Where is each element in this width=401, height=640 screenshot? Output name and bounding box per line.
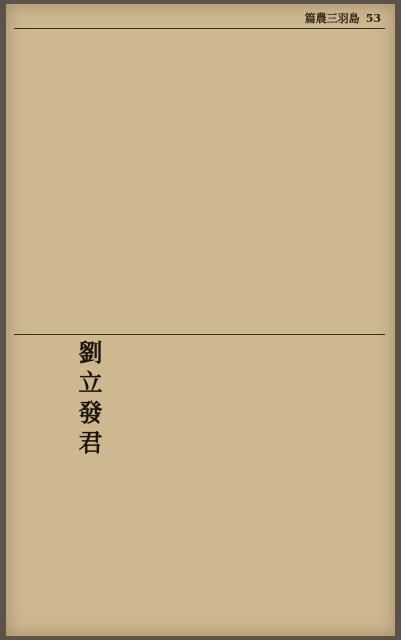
text-column	[240, 340, 253, 626]
page-number: 53	[365, 11, 381, 25]
text-column	[64, 34, 77, 330]
text-column	[272, 340, 285, 626]
text-column	[352, 340, 365, 626]
text-column	[27, 340, 40, 626]
text-column	[336, 34, 349, 330]
text-column	[192, 34, 205, 330]
running-head-title: 篇農三羽島	[304, 12, 360, 25]
header-rule	[14, 28, 385, 29]
text-column	[304, 340, 317, 626]
text-column	[128, 340, 141, 626]
running-head	[305, 10, 381, 26]
section-divider	[14, 334, 385, 335]
text-column	[224, 340, 237, 626]
text-column	[224, 34, 237, 330]
text-column	[208, 34, 221, 330]
profile-name-heading: 劉立發君	[74, 340, 103, 460]
text-column	[240, 34, 253, 330]
text-column	[128, 34, 141, 330]
text-column	[80, 34, 93, 330]
text-column	[112, 340, 125, 626]
text-column	[192, 340, 205, 626]
profile-section	[14, 340, 106, 626]
text-column	[160, 34, 173, 330]
text-column	[43, 340, 56, 626]
text-column	[304, 34, 317, 330]
text-column	[288, 34, 301, 330]
text-column	[48, 34, 61, 330]
text-column	[160, 340, 173, 626]
profile-text	[27, 340, 72, 626]
text-column	[32, 34, 45, 330]
text-column	[368, 340, 381, 626]
lower-text-block	[110, 340, 381, 626]
text-column	[112, 34, 125, 330]
text-column	[336, 340, 349, 626]
upper-text-block	[20, 34, 381, 330]
document-page	[6, 4, 395, 636]
text-column	[368, 34, 381, 330]
text-column	[208, 340, 221, 626]
text-column	[272, 34, 285, 330]
text-column	[176, 340, 189, 626]
text-column	[320, 340, 333, 626]
text-column	[96, 34, 109, 330]
text-column	[144, 34, 157, 330]
text-column	[176, 34, 189, 330]
text-column	[256, 34, 269, 330]
text-column	[144, 340, 157, 626]
text-column	[352, 34, 365, 330]
text-column	[288, 340, 301, 626]
text-column	[256, 340, 269, 626]
text-column	[320, 34, 333, 330]
